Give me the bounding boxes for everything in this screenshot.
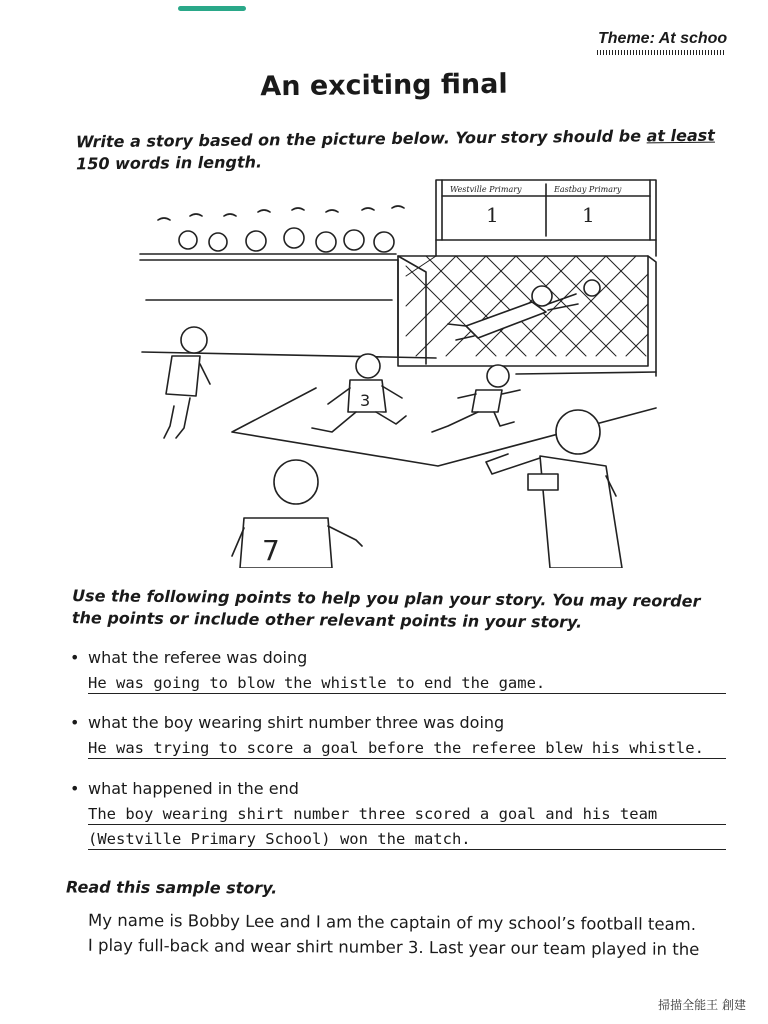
referee <box>486 410 622 568</box>
point-prompt: what the boy wearing shirt number three was doing <box>88 713 505 732</box>
sample-story <box>88 908 738 963</box>
spectator-boy <box>164 327 210 438</box>
sample-line: My name is Bobby Lee and I am the captain of my school’s football team. <box>88 910 697 934</box>
shirt-number-3: 3 <box>360 391 371 410</box>
bullet: • <box>70 713 80 732</box>
instructions-underlined: at least <box>646 125 715 146</box>
answer-line: (Westville Primary School) won the match. <box>88 830 726 850</box>
planning-instructions: Use the following points to help you plan your story. You may reorder the points or include other relevant points in your story. <box>71 586 701 632</box>
player-shirt-7 <box>232 460 362 568</box>
crowd <box>140 206 404 260</box>
scanner-watermark: 掃描全能王 創建 <box>658 998 746 1012</box>
bullet: • <box>70 648 80 667</box>
theme-underline <box>597 50 725 55</box>
scoreboard-team-right: Eastbay Primary <box>554 185 622 194</box>
point-prompt: what happened in the end <box>88 779 299 798</box>
story-illustration <box>136 176 676 568</box>
football <box>584 280 600 296</box>
sample-heading: Read this sample story. <box>65 877 278 898</box>
opponent-player <box>432 365 520 432</box>
bullet: • <box>70 779 80 798</box>
point-prompt: what the referee was doing <box>88 648 308 667</box>
scoreboard-score-left: 1 <box>486 203 499 227</box>
theme-label: Theme: At schoo <box>598 30 728 47</box>
answer-line: He was going to blow the whistle to end the game. <box>88 674 726 694</box>
top-tab-marker <box>178 6 246 11</box>
scoreboard <box>436 180 656 256</box>
goalkeeper <box>448 286 578 340</box>
player-shirt-3 <box>312 354 406 432</box>
instructions-text-end: 150 words in length. <box>76 152 263 174</box>
sample-line: I play full-back and wear shirt number 3. Last year our team played in the <box>87 935 700 959</box>
shirt-number-7: 7 <box>262 534 280 567</box>
instructions-text-start: Write a story based on the picture below. Your story should be <box>75 126 647 152</box>
page-title: An exciting final <box>260 68 508 103</box>
scoreboard-team-left: Westville Primary <box>450 185 522 194</box>
instructions <box>76 125 716 176</box>
scoreboard-score-right: 1 <box>582 203 595 227</box>
answer-line: The boy wearing shirt number three scored a goal and his team <box>88 805 726 825</box>
answer-line: He was trying to score a goal before the referee blew his whistle. <box>88 739 726 759</box>
